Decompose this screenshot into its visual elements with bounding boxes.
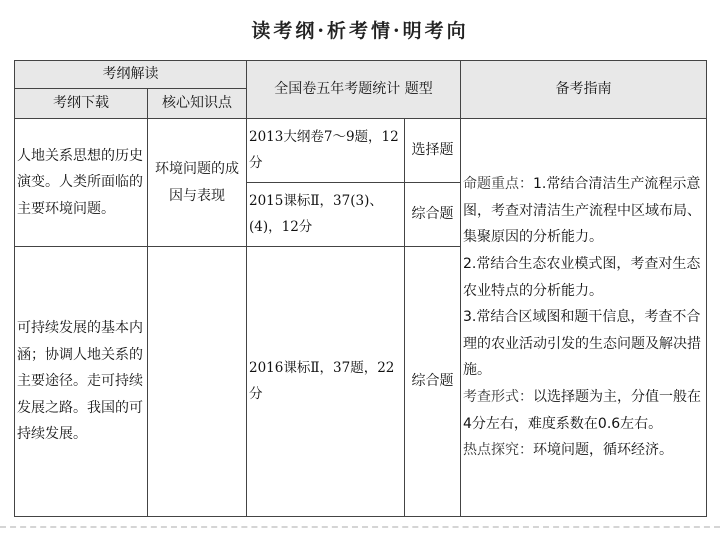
header-syllabus-download: 考纲下载: [15, 89, 148, 119]
stat-cell-3: 2016课标Ⅱ，37题，22分: [247, 247, 405, 517]
guide-focus-2: 2.常结合生态农业模式图，考查对生态农业特点的分析能力。: [463, 256, 701, 299]
guide-cell: [461, 119, 707, 517]
guide-hot: [463, 437, 704, 464]
exam-syllabus-table: [14, 60, 707, 517]
knowledge-cell-2: [148, 247, 247, 517]
guide-focus-3: 3.常结合区域图和题干信息，考查不合理的农业活动引发的生态问题及解决措施。: [463, 309, 702, 379]
guide-hot-text: 环境问题，循环经济。: [533, 442, 674, 459]
guide-form-text: 以选择题为主，分值一般在4分左右，难度系数在0.6左右。: [463, 388, 702, 432]
stat-cell-2: 2015课标Ⅱ，37(3)、(4)，12分: [247, 183, 405, 247]
guide-form: [463, 384, 704, 437]
page-title: 读考纲·析考情·明考向: [251, 20, 469, 42]
stat-cell-1: 2013大纲卷7～9题，12分: [247, 119, 405, 183]
header-syllabus-reading: 考纲解读: [15, 61, 247, 89]
guide-focus: [463, 171, 704, 251]
guide-focus-label: 命题重点：: [463, 176, 534, 193]
question-type-cell-3: 综合题: [405, 247, 461, 517]
question-type-cell-1: 选择题: [405, 119, 461, 183]
header-guide: 备考指南: [461, 61, 707, 119]
question-type-cell-2: 综合题: [405, 183, 461, 247]
guide-focus-1: 1.常结合清洁生产流程示意图，考查对清洁生产流程中区域布局、集聚原因的分析能力。: [463, 176, 702, 246]
syllabus-cell-2: 可持续发展的基本内涵；协调人地关系的主要途径。走可持续发展之路。我国的可持续发展。: [15, 247, 148, 517]
guide-form-label: 考查形式：: [463, 388, 534, 405]
header-stats-and-type: 全国卷五年考题统计 题型: [247, 61, 461, 119]
bottom-divider: [0, 526, 720, 528]
header-core-knowledge: 核心知识点: [148, 89, 247, 119]
syllabus-cell-1: 人地关系思想的历史演变。人类所面临的主要环境问题。: [15, 119, 148, 247]
guide-hot-label: 热点探究：: [463, 442, 534, 459]
knowledge-cell-1: 环境问题的成因与表现: [148, 119, 247, 247]
